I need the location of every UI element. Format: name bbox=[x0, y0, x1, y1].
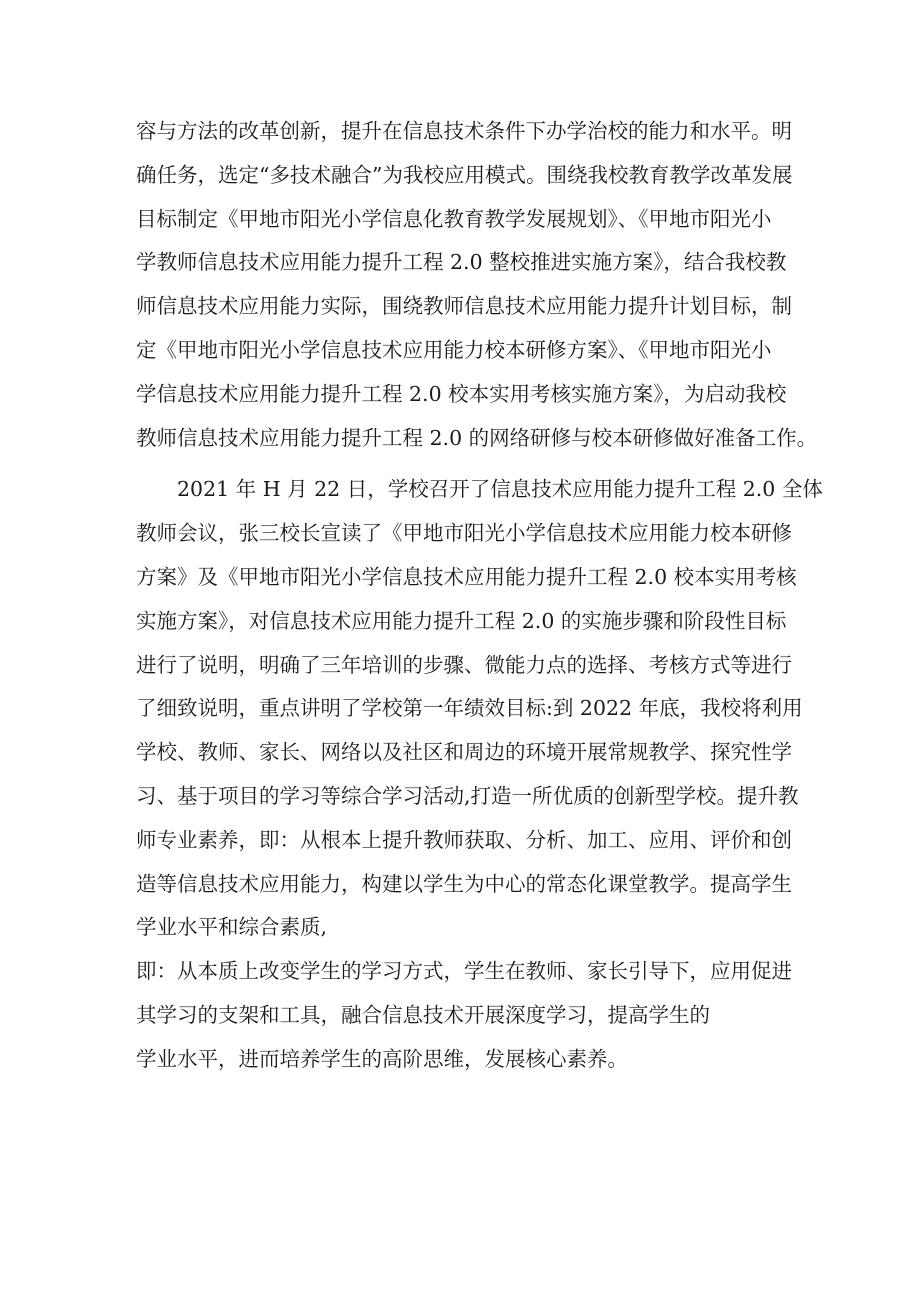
text-line: 学校、教师、家长、网络以及社区和周边的环境开展常规教学、探究性学 bbox=[136, 740, 792, 765]
text-line: 目标制定《甲地市阳光小学信息化教育教学发展规划》、《甲地市阳光小 bbox=[136, 206, 772, 231]
text-line: 定《甲地市阳光小学信息技术应用能力校本研修方案》、《甲地市阳光小 bbox=[136, 337, 772, 362]
text-line: 2021 年 H 月 22 日，学校召开了信息技术应用能力提升工程 2.0 全体 bbox=[136, 477, 823, 502]
text-line: 师专业素养，即：从根本上提升教师获取、分析、加工、应用、评价和创 bbox=[136, 827, 792, 852]
text-line: 学信息技术应用能力提升工程 2.0 校本实用考核实施方案》，为启动我校 bbox=[136, 381, 787, 406]
text-line: 实施方案》，对信息技术应用能力提升工程 2.0 的实施步骤和阶段性目标 bbox=[136, 608, 787, 633]
paragraph-spacer bbox=[136, 460, 796, 468]
text-line: 进行了说明，明确了三年培训的步骤、微能力点的选择、考核方式等进行 bbox=[136, 652, 792, 677]
text-line: 即：从本质上改变学生的学习方式，学生在教师、家长引导下，应用促进 bbox=[136, 959, 792, 984]
text-line: 学教师信息技术应用能力提升工程 2.0 整校推进实施方案》，结合我校教 bbox=[136, 250, 787, 275]
text-line: 了细致说明，重点讲明了学校第一年绩效目标:到 2022 年底，我校将利用 bbox=[136, 696, 803, 721]
paragraph-3 bbox=[136, 950, 796, 1081]
text-line: 学业水平和综合素质, bbox=[136, 915, 328, 940]
text-line: 其学习的支架和工具，融合信息技术开展深度学习，提高学生的 bbox=[136, 1002, 710, 1027]
text-line: 容与方法的改革创新，提升在信息技术条件下办学治校的能力和水平。明 bbox=[136, 119, 792, 143]
document-body bbox=[136, 110, 823, 1082]
text-line: 方案》及《甲地市阳光小学信息技术应用能力提升工程 2.0 校本实用考核 bbox=[136, 564, 797, 589]
text-line: 师信息技术应用能力实际，围绕教师信息技术应用能力提升计划目标，制 bbox=[136, 294, 792, 319]
text-line: 造等信息技术应用能力，构建以学生为中心的常态化课堂教学。提高学生 bbox=[136, 871, 792, 896]
text-line: 学业水平，进而培养学生的高阶思维，发展核心素养。 bbox=[136, 1046, 628, 1071]
text-line: 教师信息技术应用能力提升工程 2.0 的网络研修与校本研修做好准备工作。 bbox=[136, 425, 818, 450]
text-line: 习、基于项目的学习等综合学习活动,打造一所优质的创新型学校。提升教 bbox=[136, 783, 799, 808]
text-line: 教师会议，张三校长宣读了《甲地市阳光小学信息技术应用能力校本研修 bbox=[136, 521, 792, 546]
paragraph-2 bbox=[136, 468, 823, 950]
text-line: 确任务，选定“多技术融合”为我校应用模式。围绕我校教育教学改革发展 bbox=[136, 162, 793, 187]
paragraph-1 bbox=[136, 110, 818, 460]
